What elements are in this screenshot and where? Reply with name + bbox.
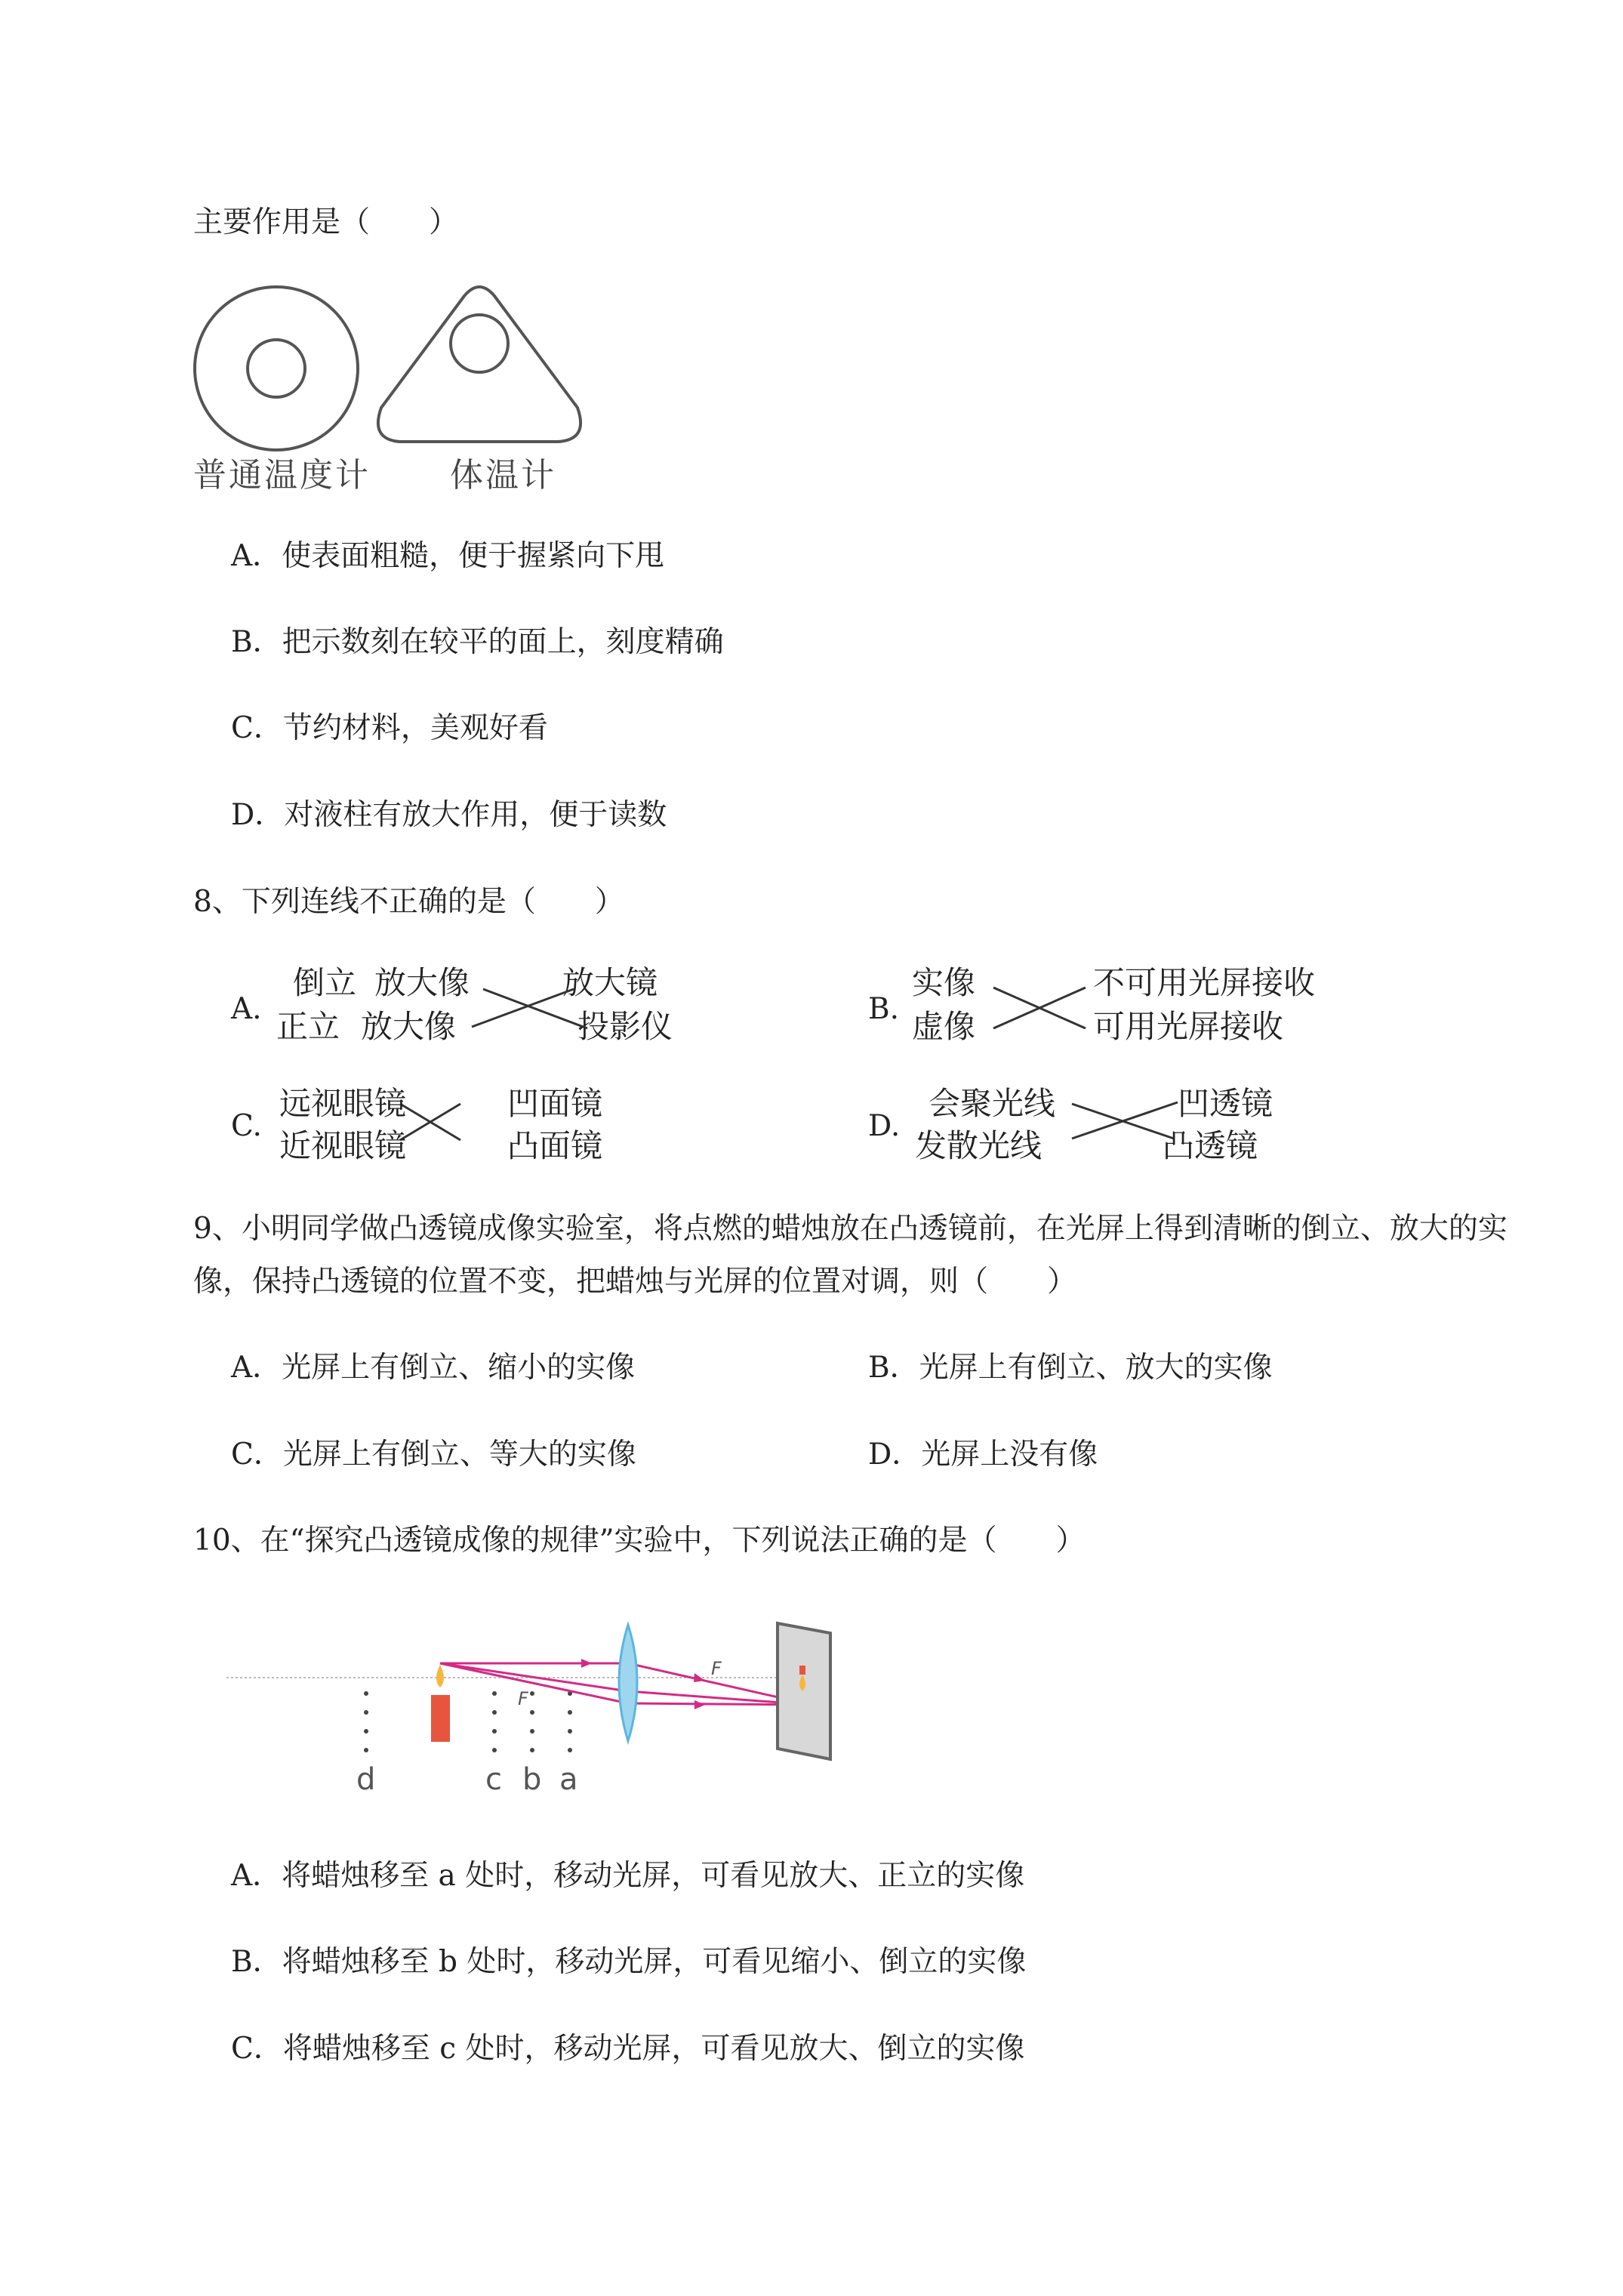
q10-option-c: C．将蜡烛移至 c 处时，移动光屏，可看见放大、倒立的实像 (231, 2032, 1025, 2066)
q8-b-right-2: 可用光屏接收 (1093, 1008, 1284, 1045)
q7-option-d: D．对液柱有放大作用，便于读数 (231, 798, 667, 832)
q7-stem-tail: 主要作用是（ ） (193, 205, 459, 239)
q8-d-letter: D. (868, 1109, 901, 1143)
q8-d-right-1: 凹透镜 (1178, 1085, 1273, 1122)
q10-stem: 10、在“探究凸透镜成像的规律”实验中，下列说法正确的是（ ） (193, 1524, 1086, 1558)
q7-option-b: B．把示数刻在较平的面上，刻度精确 (231, 625, 724, 659)
q8-d-left-2: 发散光线 (915, 1127, 1042, 1164)
q8-c-left-1: 远视眼镜 (279, 1085, 407, 1122)
focal-point-left-label: F (518, 1688, 528, 1709)
q8-a-left-1: 倒立 (293, 964, 357, 1001)
light-screen-icon (778, 1623, 830, 1759)
q9-option-d: D．光屏上没有像 (868, 1438, 1098, 1472)
q10-option-a: A．将蜡烛移至 a 处时，移动光屏，可看见放大、正立的实像 (231, 1859, 1025, 1893)
position-markers (364, 1691, 572, 1752)
q8-b-letter: B. (868, 992, 900, 1026)
candle-icon (431, 1695, 450, 1742)
q8-a-left-2: 正立 (276, 1008, 340, 1045)
q9-option-c: C．光屏上有倒立、等大的实像 (231, 1438, 636, 1472)
q7-option-c: C．节约材料，美观好看 (231, 711, 548, 745)
q9-stem-line-1: 9、小明同学做凸透镜成像实验室，将点燃的蜡烛放在凸透镜前，在光屏上得到清晰的倒立、放大的实 (193, 1212, 1508, 1246)
q9-option-a: A．光屏上有倒立、缩小的实像 (231, 1351, 636, 1385)
body-thermometer-caption: 体温计 (450, 456, 556, 495)
q8-c-left-2: 近视眼镜 (279, 1127, 407, 1164)
q8-a-right-2: 投影仪 (577, 1008, 673, 1045)
convex-lens-icon (619, 1625, 637, 1741)
normal-thermometer-caption: 普通温度计 (193, 456, 371, 495)
q8-c-right-1: 凹面镜 (507, 1085, 603, 1122)
q10-option-b: B．将蜡烛移至 b 处时，移动光屏，可看见缩小、倒立的实像 (231, 1945, 1027, 1979)
q7-option-a: A．使表面粗糙，便于握紧向下甩 (231, 539, 665, 573)
q8-c-right-2: 凸面镜 (507, 1127, 603, 1164)
q8-a-right-1: 放大镜 (562, 964, 658, 1001)
candle-flame-icon (436, 1665, 444, 1687)
q8-stem: 8、下列连线不正确的是（ ） (193, 885, 624, 919)
q8-a-mid-2: 放大像 (361, 1008, 457, 1045)
q9-stem-line-2: 像，保持凸透镜的位置不变，把蜡烛与光屏的位置对调，则（ ） (193, 1265, 1077, 1299)
q8-c-letter: C. (231, 1109, 262, 1143)
q8-b-right-1: 不可用光屏接收 (1093, 964, 1316, 1001)
q8-a-mid-1: 放大像 (374, 964, 470, 1001)
focal-point-right-label: F (711, 1658, 722, 1679)
position-label-d: d (356, 1762, 376, 1797)
q8-d-right-2: 凸透镜 (1163, 1127, 1258, 1164)
position-label-b: b (522, 1762, 542, 1797)
q8-d-left-1: 会聚光线 (929, 1085, 1056, 1122)
q8-b-left-1: 实像 (912, 964, 976, 1001)
q8-b-left-2: 虚像 (912, 1008, 976, 1045)
q8-a-letter: A. (231, 992, 262, 1026)
position-label-a: a (559, 1762, 578, 1797)
position-label-c: c (485, 1762, 502, 1797)
q9-option-b: B．光屏上有倒立、放大的实像 (868, 1351, 1273, 1385)
